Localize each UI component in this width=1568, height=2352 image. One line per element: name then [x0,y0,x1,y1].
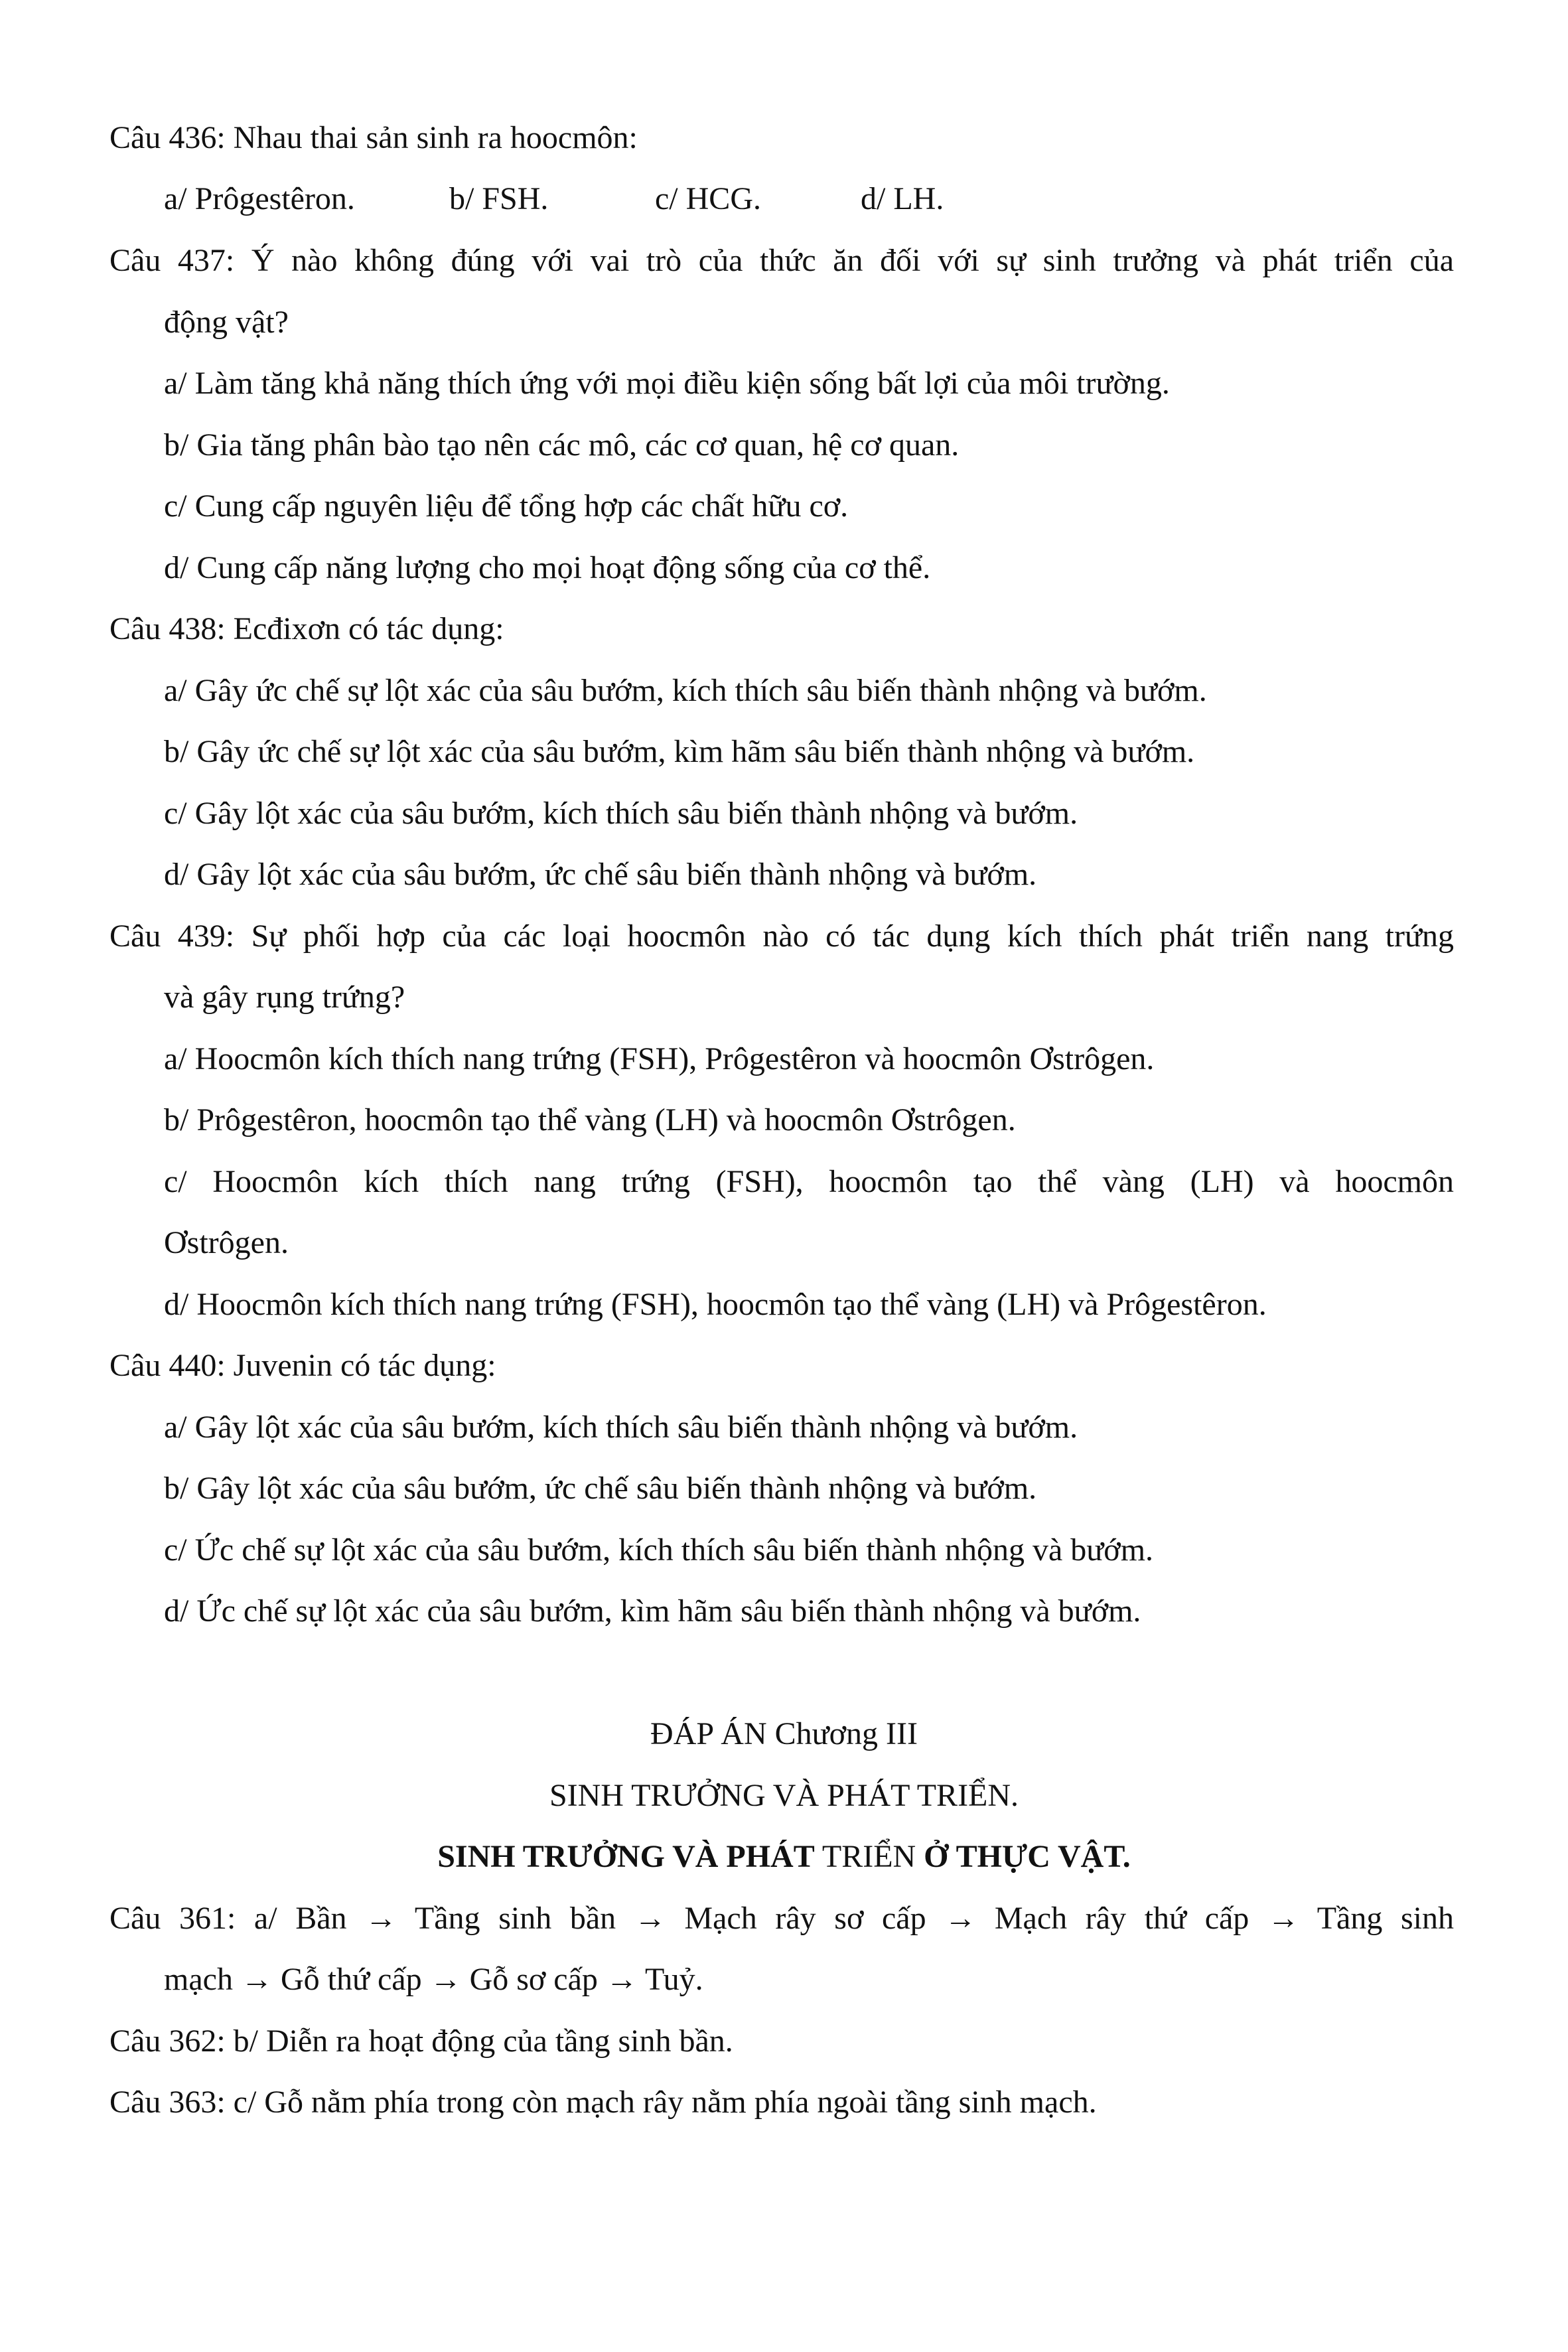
section-heading-part2: TRIỂN [814,1839,924,1874]
question-439-line2: và gây rụng trứng? [164,980,405,1015]
question-436: Câu 436: Nhau thai sản sinh ra hoocmôn: [109,120,638,155]
option-a: a/ Làm tăng khả năng thích ứng với mọi điều kiện sống bất lợi của môi trường. [164,366,1170,401]
option-a: a/ Hoocmôn kích thích nang trứng (FSH), Prôgestêron và hoocmôn Ơstrôgen. [164,1041,1155,1076]
question-439-line1: Câu 439: Sự phối hợp của các loại hoocmôn nào có tác dụng kích thích phát triển nang trứng [109,919,1454,954]
question-438: Câu 438: Ecđixơn có tác dụng: [109,611,504,646]
question-436-options [164,179,944,219]
answer-361-line2: mạch → Gỗ thứ cấp → Gỗ sơ cấp → Tuỷ. [164,1962,703,1997]
option-d: d/ Cung cấp năng lượng cho mọi hoạt động sống của cơ thể. [164,550,931,585]
option-c: c/ HCG. [655,181,761,216]
option-d: d/ Gây lột xác của sâu bướm, ức chế sâu biến thành nhộng và bướm. [164,857,1037,892]
option-d: d/ Ức chế sự lột xác của sâu bướm, kìm hãm sâu biến thành nhộng và bướm. [164,1593,1141,1629]
option-c: c/ Cung cấp nguyên liệu để tổng hợp các chất hữu cơ. [164,488,849,524]
option-b: b/ Gây lột xác của sâu bướm, ức chế sâu biến thành nhộng và bướm. [164,1471,1037,1506]
chapter-subtitle: SINH TRƯỞNG VÀ PHÁT TRIỂN. [549,1778,1019,1813]
option-b: b/ Gây ức chế sự lột xác của sâu bướm, kìm hãm sâu biến thành nhộng và bướm. [164,734,1195,769]
option-b: b/ FSH. [449,181,549,216]
section-heading [0,1837,1568,1877]
option-a: a/ Prôgestêron. [164,181,355,216]
question-437-line1: Câu 437: Ý nào không đúng với vai trò của thức ăn đối với sự sinh trưởng và phát triển của [109,243,1454,278]
option-c-line2: Ơstrôgen. [164,1225,289,1260]
option-a: a/ Gây ức chế sự lột xác của sâu bướm, kích thích sâu biến thành nhộng và bướm. [164,673,1207,708]
answer-361-line1: Câu 361: a/ Bần → Tầng sinh bần → Mạch rây sơ cấp → Mạch rây thứ cấp → Tầng sinh [109,1901,1454,1936]
answers-heading: ĐÁP ÁN Chương III [650,1716,918,1751]
answer-363: Câu 363: c/ Gỗ nằm phía trong còn mạch rây nằm phía ngoài tầng sinh mạch. [109,2085,1097,2120]
question-437-line2: động vật? [164,305,289,340]
section-heading-part1: SINH TRƯỞNG VÀ PHÁT [437,1839,815,1874]
option-c: c/ Ức chế sự lột xác của sâu bướm, kích thích sâu biến thành nhộng và bướm. [164,1532,1154,1568]
option-c: c/ Gây lột xác của sâu bướm, kích thích sâu biến thành nhộng và bướm. [164,796,1078,831]
question-440: Câu 440: Juvenin có tác dụng: [109,1348,496,1383]
answer-362: Câu 362: b/ Diễn ra hoạt động của tầng sinh bần. [109,2023,733,2059]
option-d: d/ LH. [861,181,944,216]
option-d: d/ Hoocmôn kích thích nang trứng (FSH), hoocmôn tạo thể vàng (LH) và Prôgestêron. [164,1287,1267,1322]
option-a: a/ Gây lột xác của sâu bướm, kích thích sâu biến thành nhộng và bướm. [164,1410,1078,1445]
option-b: b/ Gia tăng phân bào tạo nên các mô, các cơ quan, hệ cơ quan. [164,427,960,463]
option-b: b/ Prôgestêron, hoocmôn tạo thể vàng (LH) và hoocmôn Ơstrôgen. [164,1102,1016,1138]
option-c-line1: c/ Hoocmôn kích thích nang trứng (FSH), hoocmôn tạo thể vàng (LH) và hoocmôn [164,1164,1454,1199]
section-heading-part3: Ở THỰC VẬT. [924,1839,1131,1874]
